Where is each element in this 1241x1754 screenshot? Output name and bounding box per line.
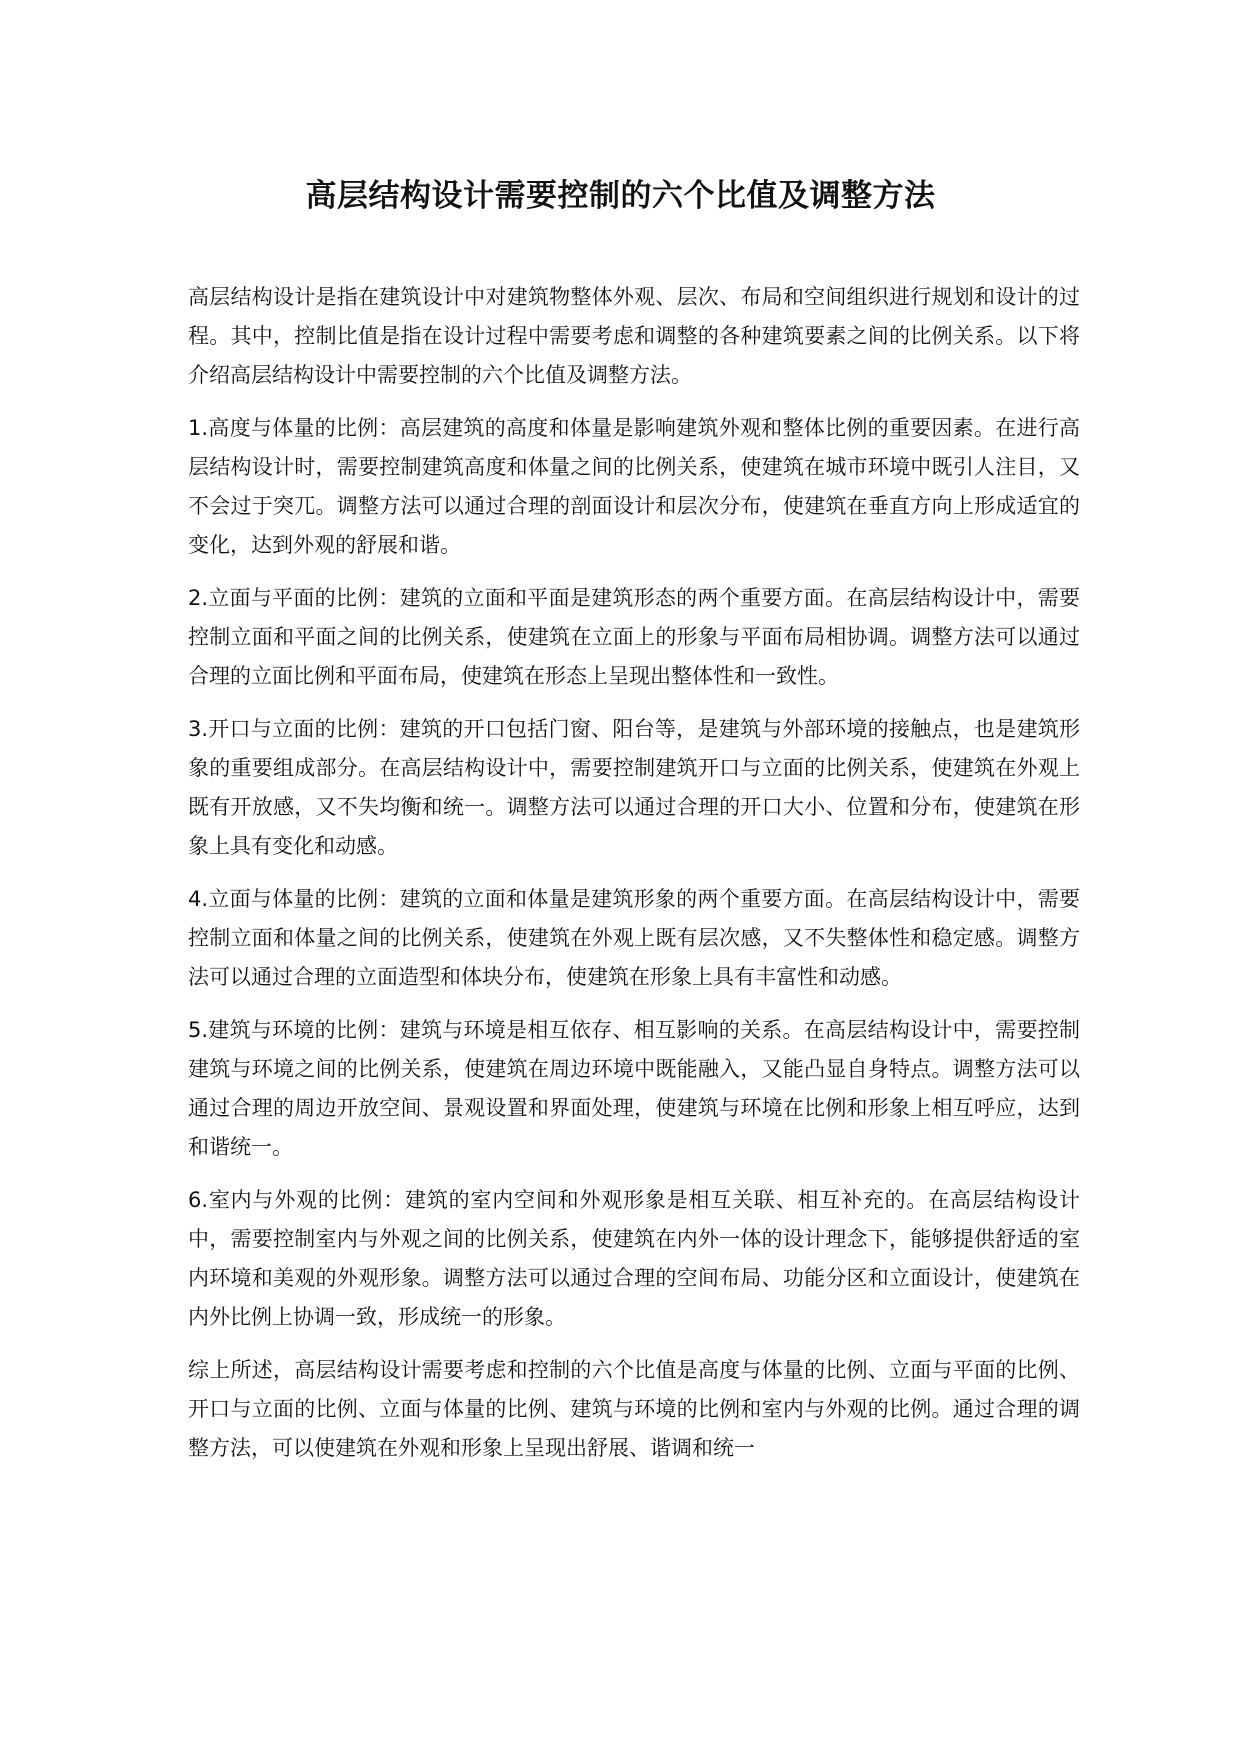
- document-body: [188, 278, 1080, 1482]
- intro-paragraph: 高层结构设计是指在建筑设计中对建筑物整体外观、层次、布局和空间组织进行规划和设计的过程。其中，控制比值是指在设计过程中需要考虑和调整的各种建筑要素之间的比例关系。以下将介绍高层结构设计中需要控制的六个比值及调整方法。: [188, 285, 1080, 387]
- ratio-2-paragraph: 2.立面与平面的比例：建筑的立面和平面是建筑形态的两个重要方面。在高层结构设计中，需要控制立面和平面之间的比例关系，使建筑在立面上的形象与平面布局相协调。调整方法可以通过合理的立面比例和平面布局，使建筑在形态上呈现出整体性和一致性。: [188, 586, 1080, 688]
- document-title: 高层结构设计需要控制的六个比值及调整方法: [305, 178, 936, 214]
- ratio-4-paragraph: 4.立面与体量的比例：建筑的立面和体量是建筑形象的两个重要方面。在高层结构设计中，需要控制立面和体量之间的比例关系，使建筑在外观上既有层次感，又不失整体性和稳定感。调整方法可以通过合理的立面造型和体块分布，使建筑在形象上具有丰富性和动感。: [188, 887, 1080, 989]
- summary-paragraph: 综上所述，高层结构设计需要考虑和控制的六个比值是高度与体量的比例、立面与平面的比例、开口与立面的比例、立面与体量的比例、建筑与环境的比例和室内与外观的比例。通过合理的调整方法，可以使建筑在外观和形象上呈现出舒展、谐调和统一: [188, 1358, 1080, 1460]
- ratio-1-paragraph: 1.高度与体量的比例：高层建筑的高度和体量是影响建筑外观和整体比例的重要因素。在进行高层结构设计时，需要控制建筑高度和体量之间的比例关系，使建筑在城市环境中既引人注目，又不会过于突兀。调整方法可以通过合理的剖面设计和层次分布，使建筑在垂直方向上形成适宜的变化，达到外观的舒展和谐。: [188, 416, 1080, 557]
- ratio-6-paragraph: 6.室内与外观的比例：建筑的室内空间和外观形象是相互关联、相互补充的。在高层结构设计中，需要控制室内与外观之间的比例关系，使建筑在内外一体的设计理念下，能够提供舒适的室内环境和美观的外观形象。调整方法可以通过合理的空间布局、功能分区和立面设计，使建筑在内外比例上协调一致，形成统一的形象。: [188, 1188, 1080, 1329]
- ratio-5-paragraph: 5.建筑与环境的比例：建筑与环境是相互依存、相互影响的关系。在高层结构设计中，需要控制建筑与环境之间的比例关系，使建筑在周边环境中既能融入，又能凸显自身特点。调整方法可以通过合理的周边开放空间、景观设置和界面处理，使建筑与环境在比例和形象上相互呼应，达到和谐统一。: [188, 1018, 1080, 1159]
- ratio-3-paragraph: 3.开口与立面的比例：建筑的开口包括门窗、阳台等，是建筑与外部环境的接触点，也是建筑形象的重要组成部分。在高层结构设计中，需要控制建筑开口与立面的比例关系，使建筑在外观上既有开放感，又不失均衡和统一。调整方法可以通过合理的开口大小、位置和分布，使建筑在形象上具有变化和动感。: [188, 717, 1080, 858]
